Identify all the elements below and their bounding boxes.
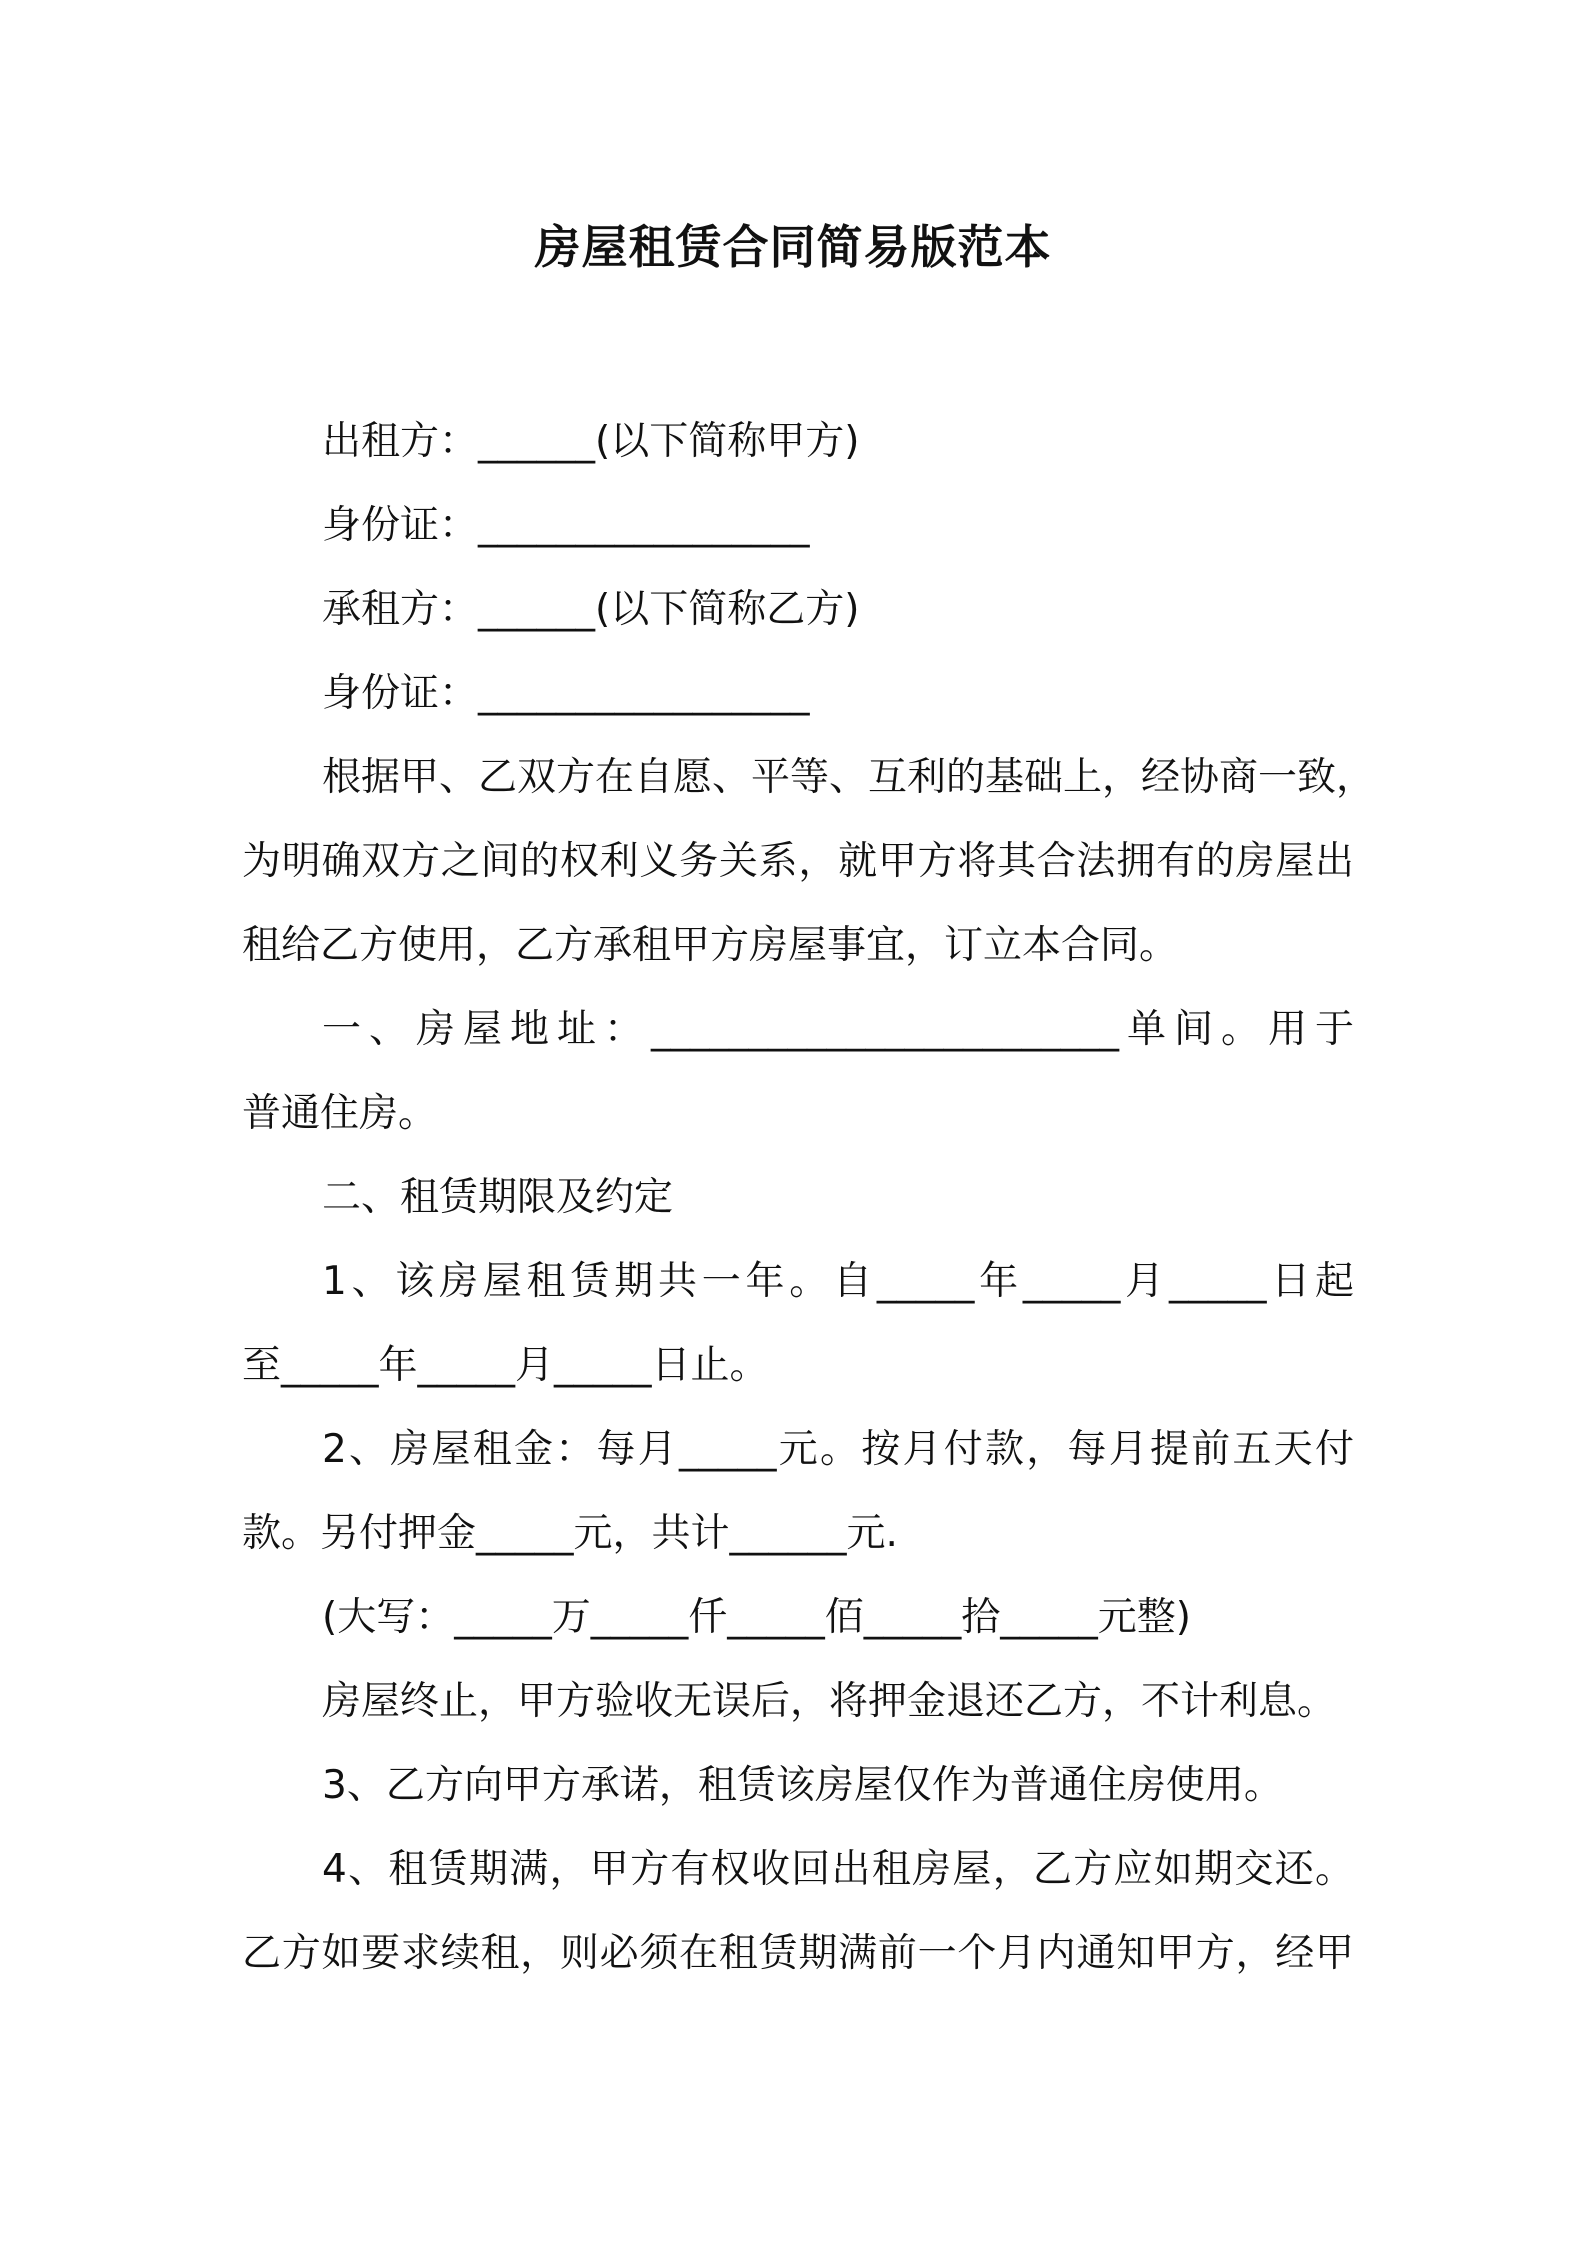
clause-2-2-line-1: 2、房屋租金：每月_____元。按月付款，每月提前五天付 — [322, 1427, 1354, 1472]
lessor-line: 出租方：______(以下简称甲方) — [322, 419, 860, 464]
document-title: 房屋租赁合同简易版范本 — [534, 220, 1052, 274]
lessor-id-line: 身份证：_________________ — [322, 503, 810, 548]
clause-2-2-line-2: 款。另付押金_____元，共计______元. — [242, 1511, 898, 1556]
preamble-line-1: 根据甲、乙双方在自愿、平等、互利的基础上，经协商一致， — [322, 755, 1376, 800]
clause-2-4-line-1: 4、租赁期满，甲方有权收回出租房屋，乙方应如期交还。 — [322, 1847, 1354, 1892]
clause-2-heading: 二、租赁期限及约定 — [322, 1175, 674, 1220]
clause-2-4-line-2: 乙方如要求续租，则必须在租赁期满前一个月内通知甲方，经甲 — [242, 1931, 1354, 1976]
preamble-line-3: 租给乙方使用，乙方承租甲方房屋事宜，订立本合同。 — [242, 923, 1179, 968]
clause-1-line-2: 普通住房。 — [242, 1091, 438, 1136]
clause-1-line-1: 一、房屋地址：________________________单间。用于 — [322, 1007, 1354, 1052]
lessee-id-line: 身份证：_________________ — [322, 671, 810, 716]
clause-2-1-line-2: 至_____年_____月_____日止。 — [242, 1343, 769, 1388]
lessee-line: 承租方：______(以下简称乙方) — [322, 587, 860, 632]
clause-2-1-line-1: 1、该房屋租赁期共一年。自_____年_____月_____日起 — [322, 1259, 1354, 1304]
clause-2-3-line: 3、乙方向甲方承诺，租赁该房屋仅作为普通住房使用。 — [322, 1763, 1283, 1808]
preamble-line-2: 为明确双方之间的权利义务关系，就甲方将其合法拥有的房屋出 — [242, 839, 1354, 884]
amount-in-words-line: (大写：_____万_____仟_____佰_____拾_____元整) — [322, 1595, 1191, 1640]
document-body — [242, 400, 1376, 1996]
deposit-return-line: 房屋终止，甲方验收无误后，将押金退还乙方，不计利息。 — [322, 1679, 1337, 1724]
